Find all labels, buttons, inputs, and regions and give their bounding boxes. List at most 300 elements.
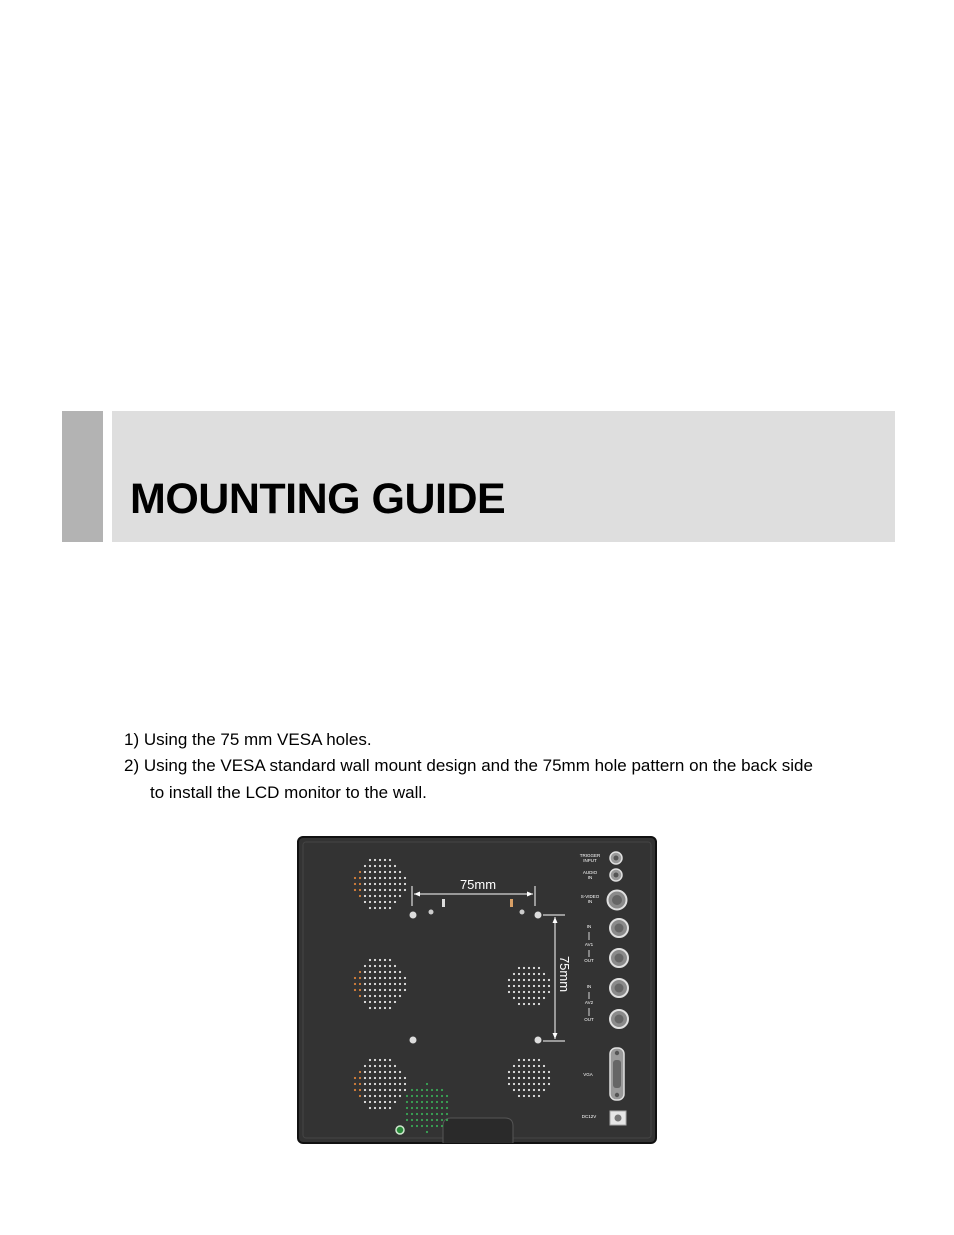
grille-dot bbox=[528, 1095, 530, 1097]
grille-dot bbox=[369, 1101, 371, 1103]
grille-dot bbox=[384, 865, 386, 867]
grille-dot bbox=[379, 1065, 381, 1067]
grille-dot bbox=[518, 973, 520, 975]
grille-dot bbox=[384, 1007, 386, 1009]
grille-dot bbox=[513, 985, 515, 987]
grille-dot bbox=[528, 1059, 530, 1061]
grille-dot bbox=[374, 983, 376, 985]
grille-dot bbox=[528, 967, 530, 969]
grille-dot bbox=[369, 965, 371, 967]
grille-dot bbox=[364, 983, 366, 985]
grille-dot bbox=[538, 1003, 540, 1005]
grille-dot bbox=[426, 1089, 428, 1091]
grille-dot bbox=[518, 1003, 520, 1005]
grille-dot bbox=[411, 1101, 413, 1103]
grille-dot bbox=[354, 1089, 356, 1091]
grille-dot bbox=[399, 1089, 401, 1091]
grille-dot bbox=[399, 895, 401, 897]
grille-dot bbox=[384, 901, 386, 903]
grille-dot bbox=[399, 877, 401, 879]
grille-dot bbox=[359, 1095, 361, 1097]
grille-dot bbox=[364, 1001, 366, 1003]
grille-dot bbox=[379, 983, 381, 985]
page-title: MOUNTING GUIDE bbox=[130, 475, 506, 523]
grille-dot bbox=[404, 889, 406, 891]
grille-dot bbox=[404, 877, 406, 879]
grille-dot bbox=[374, 965, 376, 967]
grille-dot bbox=[364, 1083, 366, 1085]
monitor-back-panel-diagram bbox=[297, 836, 657, 1144]
grille-dot bbox=[394, 895, 396, 897]
grille-dot bbox=[354, 883, 356, 885]
grille-dot bbox=[379, 1101, 381, 1103]
grille-dot bbox=[369, 877, 371, 879]
grille-dot bbox=[543, 973, 545, 975]
grille-dot bbox=[369, 883, 371, 885]
grille-dot bbox=[359, 877, 361, 879]
grille-dot bbox=[364, 977, 366, 979]
grille-dot bbox=[384, 965, 386, 967]
grille-dot bbox=[431, 1101, 433, 1103]
grille-dot bbox=[374, 907, 376, 909]
grille-dot bbox=[399, 1071, 401, 1073]
grille-dot bbox=[369, 1065, 371, 1067]
grille-dot bbox=[533, 1065, 535, 1067]
grille-dot bbox=[513, 1089, 515, 1091]
grille-dot bbox=[518, 1077, 520, 1079]
grille-dot bbox=[394, 1095, 396, 1097]
grille-dot bbox=[538, 1065, 540, 1067]
grille-dot bbox=[384, 895, 386, 897]
grille-dot bbox=[528, 973, 530, 975]
grille-dot bbox=[426, 1113, 428, 1115]
label-trigger-2: INPUT bbox=[583, 858, 597, 863]
grille-dot bbox=[533, 973, 535, 975]
grille-dot bbox=[359, 895, 361, 897]
label-audio-1: AUDIO bbox=[582, 870, 598, 875]
grille-dot bbox=[389, 895, 391, 897]
label-av1-in: IN bbox=[586, 924, 592, 929]
grille-dot bbox=[399, 889, 401, 891]
grille-dot bbox=[374, 1065, 376, 1067]
grille-dot bbox=[436, 1125, 438, 1127]
grille-dot bbox=[379, 1083, 381, 1085]
grille-dot bbox=[543, 1089, 545, 1091]
grille-dot bbox=[538, 1083, 540, 1085]
grille-dot bbox=[543, 979, 545, 981]
grille-dot bbox=[523, 1071, 525, 1073]
grille-dot bbox=[369, 1077, 371, 1079]
grille-dot bbox=[389, 1089, 391, 1091]
grille-dot bbox=[384, 1101, 386, 1103]
grille-dot bbox=[354, 877, 356, 879]
grille-dot bbox=[354, 983, 356, 985]
grille-dot bbox=[374, 1083, 376, 1085]
grille-dot bbox=[518, 979, 520, 981]
grille-dot bbox=[374, 877, 376, 879]
grille-dot bbox=[369, 1089, 371, 1091]
grille-dot bbox=[369, 895, 371, 897]
grille-dot bbox=[369, 983, 371, 985]
grille-dot bbox=[411, 1119, 413, 1121]
grille-dot bbox=[513, 1077, 515, 1079]
grille-dot bbox=[394, 1077, 396, 1079]
grille-dot bbox=[399, 1095, 401, 1097]
grille-dot bbox=[446, 1119, 448, 1121]
grille-dot bbox=[426, 1107, 428, 1109]
grille-dot bbox=[364, 1065, 366, 1067]
grille-dot bbox=[374, 1101, 376, 1103]
grille-dot bbox=[533, 967, 535, 969]
grille-dot bbox=[406, 1119, 408, 1121]
grille-dot bbox=[389, 989, 391, 991]
grille-dot bbox=[431, 1113, 433, 1115]
grille-dot bbox=[533, 1071, 535, 1073]
grille-dot bbox=[523, 1065, 525, 1067]
vertical-dimension-label: 75mm bbox=[557, 955, 572, 993]
grille-dot bbox=[384, 977, 386, 979]
grille-dot bbox=[523, 1077, 525, 1079]
label-trigger-1: TRIGGER bbox=[579, 853, 601, 858]
power-button[interactable] bbox=[396, 1126, 404, 1134]
grille-dot bbox=[389, 907, 391, 909]
label-av1-out: OUT bbox=[584, 958, 594, 963]
grille-dot bbox=[389, 971, 391, 973]
grille-dot bbox=[369, 865, 371, 867]
label-av2-out: OUT bbox=[584, 1017, 594, 1022]
grille-dot bbox=[389, 983, 391, 985]
grille-dot bbox=[513, 1071, 515, 1073]
grille-dot bbox=[389, 1065, 391, 1067]
grille-dot bbox=[523, 1095, 525, 1097]
grille-dot bbox=[533, 991, 535, 993]
grille-dot bbox=[359, 971, 361, 973]
grille-dot bbox=[538, 1077, 540, 1079]
grille-dot bbox=[533, 1003, 535, 1005]
grille-dot bbox=[369, 1071, 371, 1073]
grille-dot bbox=[406, 1113, 408, 1115]
grille-dot bbox=[523, 967, 525, 969]
grille-dot bbox=[533, 979, 535, 981]
grille-dot bbox=[394, 1001, 396, 1003]
grille-dot bbox=[384, 871, 386, 873]
grille-dot bbox=[359, 1077, 361, 1079]
grille-dot bbox=[384, 1077, 386, 1079]
grille-dot bbox=[404, 1077, 406, 1079]
grille-dot bbox=[384, 995, 386, 997]
grille-dot bbox=[416, 1107, 418, 1109]
grille-dot bbox=[374, 995, 376, 997]
grille-dot bbox=[426, 1101, 428, 1103]
grille-dot bbox=[538, 1071, 540, 1073]
grille-dot bbox=[364, 1095, 366, 1097]
grille-dot bbox=[384, 1095, 386, 1097]
grille-dot bbox=[446, 1101, 448, 1103]
grille-dot bbox=[421, 1125, 423, 1127]
grille-dot bbox=[369, 907, 371, 909]
grille-dot bbox=[364, 895, 366, 897]
grille-dot bbox=[359, 983, 361, 985]
grille-dot bbox=[406, 1107, 408, 1109]
grille-dot bbox=[394, 977, 396, 979]
grille-dot bbox=[528, 1071, 530, 1073]
grille-dot bbox=[379, 995, 381, 997]
grille-dot bbox=[426, 1095, 428, 1097]
grille-dot bbox=[379, 1007, 381, 1009]
grille-dot bbox=[508, 991, 510, 993]
grille-dot bbox=[548, 985, 550, 987]
grille-dot bbox=[441, 1125, 443, 1127]
instruction-step-2-continued: to install the LCD monitor to the wall. bbox=[150, 783, 427, 802]
grille-dot bbox=[389, 959, 391, 961]
grille-dot bbox=[548, 979, 550, 981]
grille-dot bbox=[426, 1125, 428, 1127]
grille-dot bbox=[394, 883, 396, 885]
grille-dot bbox=[364, 995, 366, 997]
grille-dot bbox=[379, 907, 381, 909]
grille-dot bbox=[426, 1119, 428, 1121]
grille-dot bbox=[354, 1077, 356, 1079]
grille-dot bbox=[374, 871, 376, 873]
grille-dot bbox=[441, 1101, 443, 1103]
grille-dot bbox=[528, 1065, 530, 1067]
grille-dot bbox=[379, 895, 381, 897]
grille-dot bbox=[379, 1059, 381, 1061]
grille-dot bbox=[394, 965, 396, 967]
horizontal-dimension-label: 75mm bbox=[459, 877, 497, 892]
grille-dot bbox=[374, 895, 376, 897]
grille-dot bbox=[389, 1077, 391, 1079]
grille-dot bbox=[394, 889, 396, 891]
grille-dot bbox=[364, 965, 366, 967]
label-dc12v: DC12V bbox=[581, 1114, 597, 1119]
grille-dot bbox=[389, 877, 391, 879]
grille-dot bbox=[384, 1059, 386, 1061]
grille-dot bbox=[533, 1089, 535, 1091]
grille-dot bbox=[436, 1095, 438, 1097]
grille-dot bbox=[399, 995, 401, 997]
grille-dot bbox=[359, 871, 361, 873]
grille-dot bbox=[411, 1095, 413, 1097]
section-accent-bar bbox=[62, 411, 103, 542]
grille-dot bbox=[543, 997, 545, 999]
grille-dot bbox=[416, 1119, 418, 1121]
grille-dot bbox=[364, 877, 366, 879]
vesa-hole-top-right bbox=[535, 912, 542, 919]
grille-dot bbox=[528, 985, 530, 987]
grille-dot bbox=[399, 871, 401, 873]
grille-dot bbox=[384, 1107, 386, 1109]
grille-dot bbox=[518, 967, 520, 969]
grille-dot bbox=[364, 1077, 366, 1079]
grille-dot bbox=[528, 991, 530, 993]
grille-dot bbox=[354, 977, 356, 979]
grille-dot bbox=[374, 1077, 376, 1079]
grille-dot bbox=[389, 1107, 391, 1109]
grille-dot bbox=[421, 1107, 423, 1109]
grille-dot bbox=[369, 1007, 371, 1009]
grille-dot bbox=[538, 991, 540, 993]
grille-dot bbox=[548, 991, 550, 993]
grille-dot bbox=[523, 1003, 525, 1005]
grille-dot bbox=[543, 1083, 545, 1085]
grille-dot bbox=[543, 1065, 545, 1067]
grille-dot bbox=[508, 1083, 510, 1085]
grille-dot bbox=[431, 1125, 433, 1127]
grille-dot bbox=[431, 1089, 433, 1091]
grille-dot bbox=[389, 883, 391, 885]
grille-dot bbox=[369, 971, 371, 973]
grille-dot bbox=[389, 1095, 391, 1097]
grille-dot bbox=[518, 1071, 520, 1073]
grille-dot bbox=[369, 1059, 371, 1061]
grille-dot bbox=[523, 973, 525, 975]
grille-dot bbox=[389, 1071, 391, 1073]
grille-dot bbox=[374, 1071, 376, 1073]
grille-dot bbox=[533, 1059, 535, 1061]
grille-dot bbox=[384, 1071, 386, 1073]
grille-dot bbox=[404, 883, 406, 885]
grille-dot bbox=[394, 971, 396, 973]
grille-dot bbox=[374, 971, 376, 973]
grille-dot bbox=[533, 1083, 535, 1085]
grille-dot bbox=[379, 971, 381, 973]
grille-dot bbox=[513, 1083, 515, 1085]
grille-dot bbox=[389, 1007, 391, 1009]
grille-dot bbox=[394, 1089, 396, 1091]
grille-dot bbox=[354, 889, 356, 891]
grille-dot bbox=[384, 1083, 386, 1085]
grille-dot bbox=[359, 889, 361, 891]
grille-dot bbox=[374, 1095, 376, 1097]
grille-dot bbox=[543, 1071, 545, 1073]
grille-dot bbox=[369, 871, 371, 873]
vesa-hole-bottom-right bbox=[535, 1037, 542, 1044]
grille-dot bbox=[416, 1095, 418, 1097]
grille-dot bbox=[416, 1125, 418, 1127]
label-svideo-2: IN bbox=[587, 899, 593, 904]
grille-dot bbox=[354, 1083, 356, 1085]
grille-dot bbox=[394, 1071, 396, 1073]
grille-dot bbox=[421, 1089, 423, 1091]
monitor-back-panel-figure bbox=[297, 836, 657, 1144]
grille-dot bbox=[508, 1071, 510, 1073]
grille-dot bbox=[399, 977, 401, 979]
grille-dot bbox=[399, 1077, 401, 1079]
grille-dot bbox=[384, 959, 386, 961]
grille-dot bbox=[523, 1083, 525, 1085]
label-audio-2: IN bbox=[587, 875, 593, 880]
grille-dot bbox=[379, 883, 381, 885]
stand-cutout bbox=[443, 1118, 513, 1143]
grille-dot bbox=[384, 1001, 386, 1003]
grille-dot bbox=[406, 1095, 408, 1097]
grille-dot bbox=[379, 1071, 381, 1073]
grille-dot bbox=[538, 979, 540, 981]
grille-dot bbox=[533, 997, 535, 999]
label-av1: AV1 bbox=[584, 942, 594, 947]
grille-dot bbox=[513, 979, 515, 981]
grille-dot bbox=[374, 1007, 376, 1009]
label-svideo-1: S-VIDEO bbox=[580, 894, 600, 899]
grille-dot bbox=[528, 1003, 530, 1005]
grille-dot bbox=[374, 889, 376, 891]
instruction-step-1: 1) Using the 75 mm VESA holes. bbox=[124, 730, 372, 749]
grille-dot bbox=[431, 1107, 433, 1109]
grille-dot bbox=[518, 997, 520, 999]
grille-dot bbox=[543, 985, 545, 987]
grille-dot bbox=[394, 1065, 396, 1067]
grille-dot bbox=[364, 901, 366, 903]
grille-dot bbox=[533, 985, 535, 987]
grille-dot bbox=[384, 859, 386, 861]
grille-dot bbox=[518, 1089, 520, 1091]
grille-dot bbox=[389, 889, 391, 891]
grille-dot bbox=[518, 1059, 520, 1061]
grille-dot bbox=[364, 889, 366, 891]
grille-dot bbox=[404, 1089, 406, 1091]
grille-dot bbox=[384, 989, 386, 991]
grille-dot bbox=[379, 859, 381, 861]
grille-dot bbox=[436, 1101, 438, 1103]
grille-dot bbox=[389, 965, 391, 967]
grille-dot bbox=[538, 1095, 540, 1097]
grille-dot bbox=[426, 1083, 428, 1085]
grille-dot bbox=[364, 989, 366, 991]
grille-dot bbox=[518, 991, 520, 993]
grille-dot bbox=[359, 995, 361, 997]
label-av2: AV2 bbox=[584, 1000, 594, 1005]
grille-dot bbox=[508, 985, 510, 987]
grille-dot bbox=[528, 1089, 530, 1091]
grille-dot bbox=[399, 971, 401, 973]
grille-dot bbox=[379, 1107, 381, 1109]
grille-dot bbox=[369, 1083, 371, 1085]
grille-dot bbox=[513, 997, 515, 999]
grille-dot bbox=[513, 991, 515, 993]
grille-dot bbox=[394, 983, 396, 985]
grille-dot bbox=[384, 883, 386, 885]
grille-dot bbox=[441, 1119, 443, 1121]
grille-dot bbox=[538, 1089, 540, 1091]
grille-dot bbox=[508, 1077, 510, 1079]
grille-dot bbox=[399, 989, 401, 991]
grille-dot bbox=[394, 1101, 396, 1103]
grille-dot bbox=[436, 1107, 438, 1109]
grille-dot bbox=[399, 1083, 401, 1085]
grille-dot bbox=[394, 877, 396, 879]
grille-dot bbox=[394, 901, 396, 903]
grille-dot bbox=[523, 979, 525, 981]
grille-dot bbox=[374, 1001, 376, 1003]
grille-dot bbox=[364, 865, 366, 867]
grille-dot bbox=[394, 871, 396, 873]
grille-dot bbox=[399, 983, 401, 985]
grille-dot bbox=[389, 901, 391, 903]
grille-dot bbox=[538, 1059, 540, 1061]
grille-dot bbox=[389, 1001, 391, 1003]
grille-dot bbox=[364, 871, 366, 873]
grille-dot bbox=[538, 973, 540, 975]
grille-dot bbox=[379, 1095, 381, 1097]
grille-dot bbox=[523, 997, 525, 999]
grille-dot bbox=[421, 1101, 423, 1103]
grille-dot bbox=[416, 1101, 418, 1103]
grille-dot bbox=[404, 989, 406, 991]
grille-dot bbox=[518, 1083, 520, 1085]
grille-dot bbox=[389, 1101, 391, 1103]
grille-dot bbox=[518, 985, 520, 987]
